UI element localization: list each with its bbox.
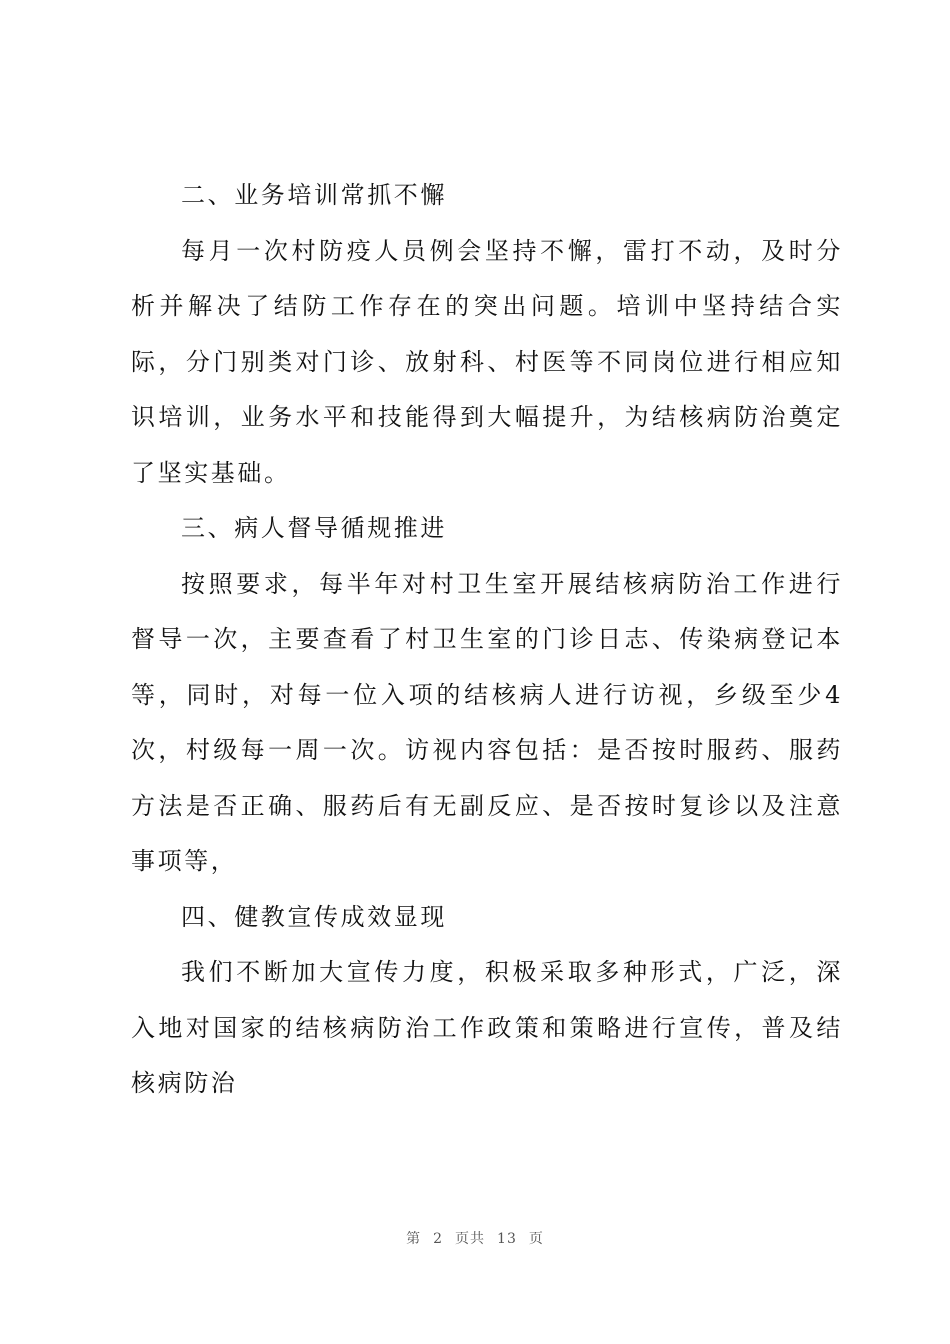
- section-heading-3: 三、病人督导循规推进: [181, 514, 447, 542]
- section-heading-4: 四、健教宣传成效显现: [181, 902, 447, 931]
- document-body: [131, 168, 843, 1112]
- footer-label-page-of: 页共: [455, 1231, 486, 1247]
- page-footer: [0, 1228, 950, 1248]
- footer-label-page: 第: [406, 1231, 422, 1247]
- paragraph-supervision: 按照要求，每半年对村卫生室开展结核病防治工作进行督导一次，主要查看了村卫生室的门诊日志、传染病登记本等，同时，对每一位入项的结核病人进行访视，乡级至少4次，村级每一周一次。访视内容包括：是否按时服药、服药方法是否正确、服药后有无副反应、是否按时复诊以及注意事项等，: [131, 569, 843, 875]
- section-heading-2: 二、业务培训常抓不懈: [181, 181, 447, 209]
- footer-current-page: 2: [433, 1231, 444, 1247]
- paragraph-publicity: 我们不断加大宣传力度，积极采取多种形式，广泛，深入地对国家的结核病防治工作政策和策略进行宣传，普及结核病防治: [131, 958, 843, 1097]
- footer-label-pages: 页: [528, 1231, 544, 1247]
- paragraph-training: 每月一次村防疫人员例会坚持不懈，雷打不动，及时分析并解决了结防工作存在的突出问题。培训中坚持结合实际，分门别类对门诊、放射科、村医等不同岗位进行相应知识培训，业务水平和技能得到大幅提升，为结核病防治奠定了坚实基础。: [131, 236, 843, 487]
- footer-total-pages: 13: [497, 1231, 517, 1247]
